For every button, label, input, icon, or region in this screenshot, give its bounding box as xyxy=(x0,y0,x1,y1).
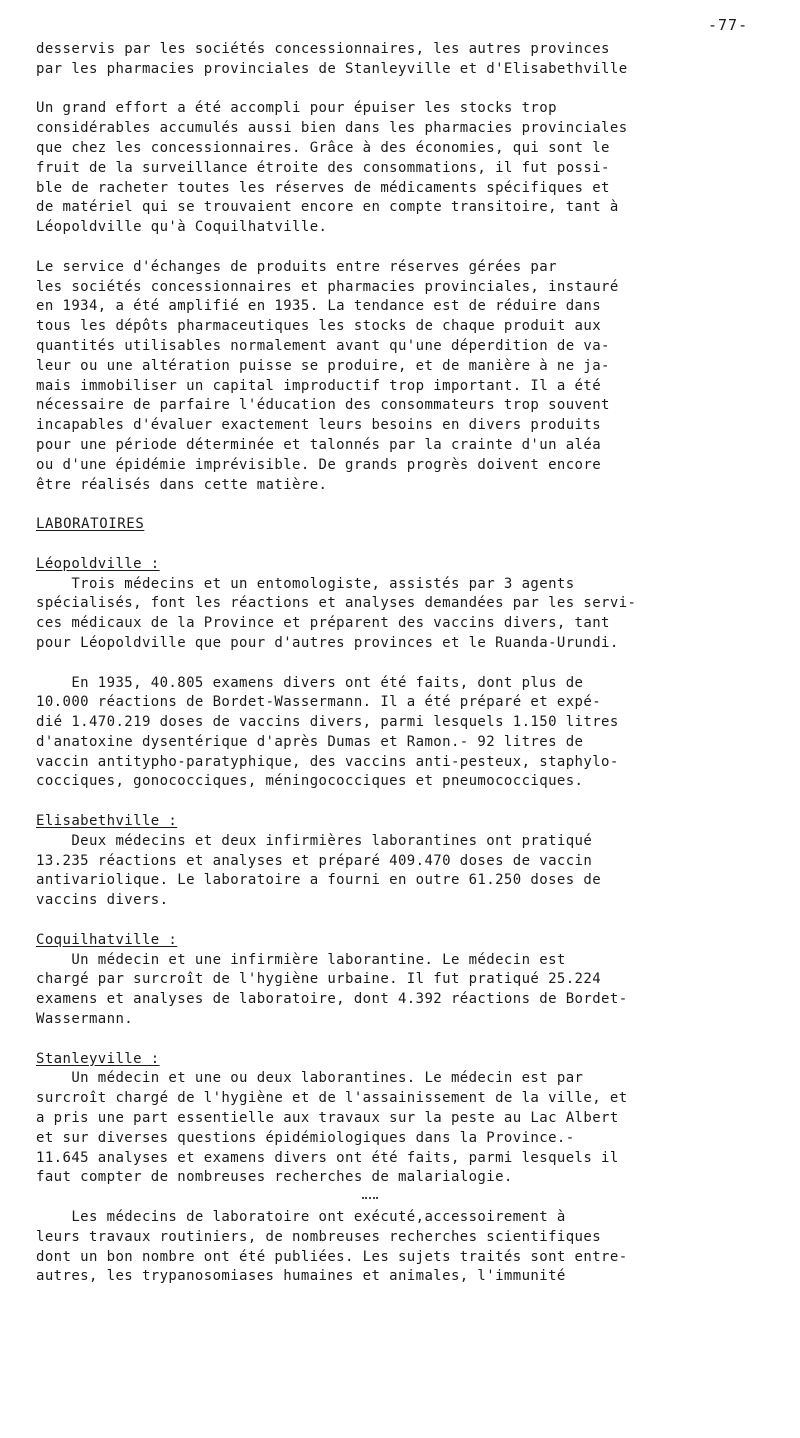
text-line: pour Léopoldville que pour d'autres provinces et le Ruanda-Urundi. xyxy=(36,634,619,651)
subheading-stanleyville: Stanleyville : xyxy=(36,1050,160,1067)
text-line: leurs travaux routiniers, de nombreuses recherches scientifiques xyxy=(36,1228,602,1245)
text-line: Wassermann. xyxy=(36,1011,134,1028)
text-line: nécessaire de parfaire l'éducation des consommateurs trop souvent xyxy=(36,397,610,414)
text-line: pour une période déterminée et talonnés par la crainte d'un aléa xyxy=(36,436,602,453)
text-line: desservis par les sociétés concessionnaires, les autres provinces xyxy=(36,41,610,57)
text-line: ces médicaux de la Province et préparent des vaccins divers, tant xyxy=(36,615,610,632)
paragraph-continuation xyxy=(36,40,776,80)
text-line: tous les dépôts pharmaceutiques les stocks de chaque produit aux xyxy=(36,318,602,335)
text-line: vaccins divers. xyxy=(36,892,169,909)
text-line: être réalisés dans cette matière. xyxy=(36,476,328,493)
text-line: Un grand effort a été accompli pour épuiser les stocks trop xyxy=(36,100,557,117)
text-line: surcroît chargé de l'hygiène et de l'assainissement de la ville, et xyxy=(36,1090,628,1107)
text-line: ble de racheter toutes les réserves de médicaments spécifiques et xyxy=(36,179,610,196)
text-line: dié 1.470.219 doses de vaccins divers, parmi lesquels 1.150 litres xyxy=(36,714,619,731)
section-coquilhatville xyxy=(36,931,776,1030)
subheading-elisabethville: Elisabethville : xyxy=(36,813,178,830)
separator-mark xyxy=(362,1197,378,1201)
text-line: leur ou une altération puisse se produire, et de manière à ne ja- xyxy=(36,357,610,374)
subheading-leopoldville: Léopoldville : xyxy=(36,555,160,572)
text-line: par les pharmacies provinciales de Stanleyville et d'Elisabethville xyxy=(36,60,628,77)
text-line: 11.645 analyses et examens divers ont été faits, parmi lesquels il xyxy=(36,1149,619,1166)
text-line: vaccin antitypho-paratyphique, des vaccins anti-pesteux, staphylo- xyxy=(36,753,619,770)
text-line: 10.000 réactions de Bordet-Wassermann. Il a été préparé et expé- xyxy=(36,694,602,711)
text-line: chargé par surcroît de l'hygiène urbaine. Il fut pratiqué 25.224 xyxy=(36,971,602,988)
text-line: Le service d'échanges de produits entre réserves gérées par xyxy=(36,258,557,275)
text-line: Léopoldville qu'à Coquilhatville. xyxy=(36,219,328,236)
text-line: Trois médecins et un entomologiste, assistés par 3 agents xyxy=(36,575,575,592)
document-body xyxy=(36,40,776,1287)
text-line: autres, les trypanosomiases humaines et animales, l'immunité xyxy=(36,1268,566,1285)
paragraph-stocks xyxy=(36,99,776,238)
text-line: en 1934, a été amplifié en 1935. La tendance est de réduire dans xyxy=(36,298,602,315)
text-line: de matériel qui se trouvaient encore en compte transitoire, tant à xyxy=(36,199,619,216)
section-elisabethville xyxy=(36,812,776,911)
text-line: d'anatoxine dysentérique d'après Dumas et Ramon.- 92 litres de xyxy=(36,733,584,750)
paragraph-echanges xyxy=(36,258,776,496)
text-line: 13.235 réactions et analyses et préparé 409.470 doses de vaccin xyxy=(36,852,593,869)
text-line: cocciques, gonococciques, méningococciques et pneumococciques. xyxy=(36,773,584,790)
subheading-coquilhatville: Coquilhatville : xyxy=(36,931,178,948)
text-line: a pris une part essentielle aux travaux sur la peste au Lac Albert xyxy=(36,1110,619,1127)
paragraph-recherches xyxy=(36,1208,776,1287)
text-line: les sociétés concessionnaires et pharmacies provinciales, instauré xyxy=(36,278,619,295)
text-line: Les médecins de laboratoire ont exécuté,accessoirement à xyxy=(36,1209,566,1226)
text-line: que chez les concessionnaires. Grâce à des économies, qui sont le xyxy=(36,139,610,156)
text-line: quantités utilisables normalement avant qu'une déperdition de va- xyxy=(36,337,610,354)
section-leopoldville xyxy=(36,555,776,793)
section-stanleyville xyxy=(36,1050,776,1189)
section-heading-laboratoires: LABORATOIRES xyxy=(36,516,145,533)
text-line: mais immobiliser un capital improductif trop important. Il a été xyxy=(36,377,602,394)
page-number: -77- xyxy=(708,16,749,34)
text-line: examens et analyses de laboratoire, dont 4.392 réactions de Bordet- xyxy=(36,991,628,1008)
text-line: ou d'une épidémie imprévisible. De grands progrès doivent encore xyxy=(36,456,602,473)
text-line: dont un bon nombre ont été publiées. Les sujets traités sont entre- xyxy=(36,1248,628,1265)
text-line: antivariolique. Le laboratoire a fourni en outre 61.250 doses de xyxy=(36,872,602,889)
text-line: Un médecin et une infirmière laborantine. Le médecin est xyxy=(36,951,566,968)
text-line: spécialisés, font les réactions et analyses demandées par les servi- xyxy=(36,595,637,612)
text-line: Un médecin et une ou deux laborantines. Le médecin est par xyxy=(36,1070,584,1087)
text-line: faut compter de nombreuses recherches de malarialogie. xyxy=(36,1169,513,1186)
text-line: En 1935, 40.805 examens divers ont été faits, dont plus de xyxy=(36,674,584,691)
text-line: Deux médecins et deux infirmières laborantines ont pratiqué xyxy=(36,832,593,849)
text-line: et sur diverses questions épidémiologiques dans la Province.- xyxy=(36,1129,575,1146)
text-line: fruit de la surveillance étroite des consommations, il fut possi- xyxy=(36,159,610,176)
text-line: incapables d'évaluer exactement leurs besoins en divers produits xyxy=(36,417,602,434)
text-line: considérables accumulés aussi bien dans les pharmacies provinciales xyxy=(36,120,628,137)
